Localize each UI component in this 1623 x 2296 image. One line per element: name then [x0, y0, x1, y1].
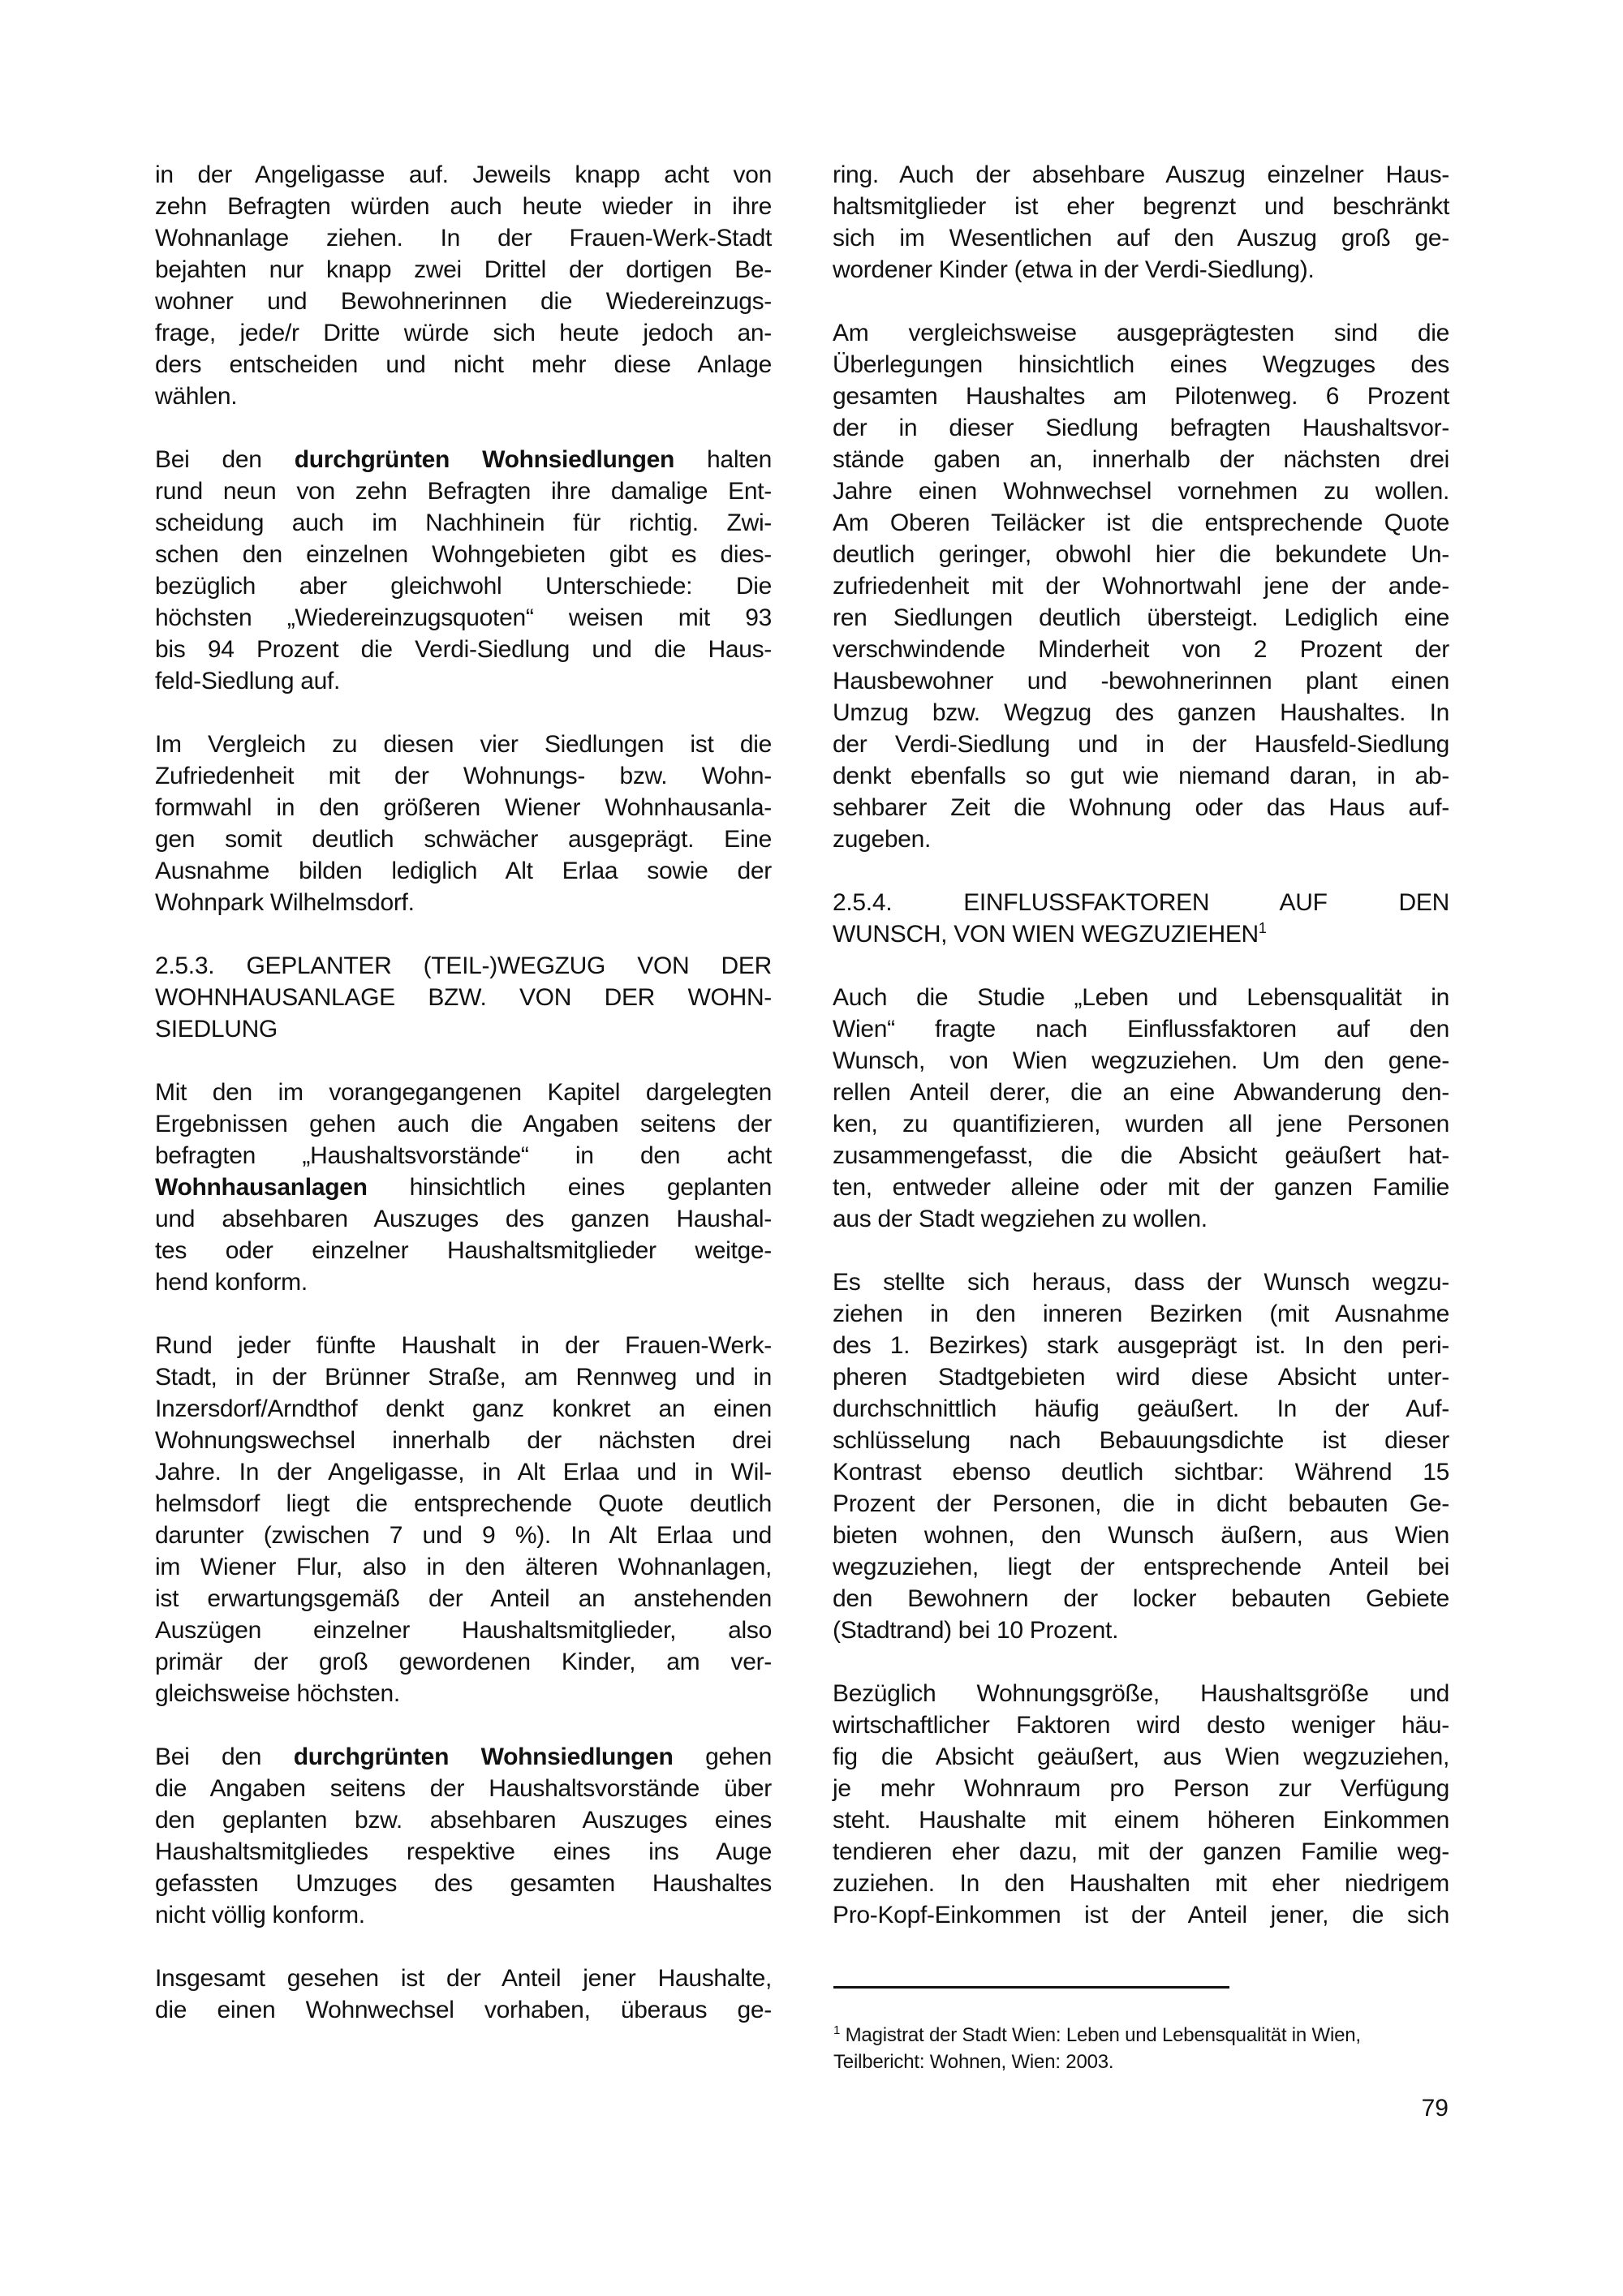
text-segment: Bei den [155, 1743, 294, 1770]
text-line: wegzuziehen, liegt der entsprechende Anteil bei [833, 1554, 1449, 1580]
text-line: nicht völlig konform. [155, 1902, 365, 1928]
paragraph [833, 1266, 1449, 1646]
text-line: befragten „Haushaltsvorstände“ in den acht [155, 1142, 772, 1169]
text-line: Inzersdorf/Arndthof denkt ganz konkret an einen [155, 1395, 772, 1422]
text-line: steht. Haushalte mit einem höheren Einkommen [833, 1807, 1449, 1834]
text-line: (Stadtrand) bei 10 Prozent. [833, 1617, 1119, 1644]
text-line: sehbarer Zeit die Wohnung oder das Haus auf- [833, 794, 1449, 821]
text-line: Wohnpark Wilhelmsdorf. [155, 889, 415, 916]
text-line: zusammengefasst, die die Absicht geäußert hat- [833, 1142, 1449, 1169]
text-line: verschwindende Minderheit von 2 Prozent der [833, 636, 1449, 663]
bold-text: durchgrünten Wohnsiedlungen [293, 1743, 674, 1770]
text-line: Mit den im vorangegangenen Kapitel dargelegten [155, 1079, 772, 1106]
text-line: Auszügen einzelner Haushaltsmitglieder, also [155, 1617, 772, 1644]
paragraph [155, 1741, 772, 1931]
text-line: Im Vergleich zu diesen vier Siedlungen ist die [155, 731, 772, 758]
text-line: Kontrast ebenso deutlich sichtbar: Während 15 [833, 1459, 1449, 1486]
text-line: Ausnahme bilden lediglich Alt Erlaa sowie der [155, 858, 772, 884]
text-line: schen den einzelnen Wohngebieten gibt es dies- [155, 541, 772, 568]
text-line: wordener Kinder (etwa in der Verdi-Siedlung). [833, 256, 1315, 283]
text-line: wählen. [155, 383, 238, 410]
text-line: ring. Auch der absehbare Auszug einzelner Haus- [833, 161, 1449, 188]
text-line: helmsdorf liegt die entsprechende Quote deutlich [155, 1490, 772, 1517]
text-line: schlüsselung nach Bebauungsdichte ist dieser [833, 1427, 1449, 1454]
text-line: gesamten Haushaltes am Pilotenweg. 6 Prozent [833, 383, 1449, 410]
text-line [155, 1741, 772, 1773]
section-heading [833, 887, 1449, 950]
text-line: Auch die Studie „Leben und Lebensqualität in [833, 984, 1449, 1011]
text-line: ist erwartungsgemäß der Anteil an anstehenden [155, 1585, 772, 1612]
text-line: in der Angeligasse auf. Jeweils knapp acht von [155, 161, 772, 188]
text-line: Insgesamt gesehen ist der Anteil jener Haushalte, [155, 1965, 772, 1992]
text-line [155, 444, 772, 475]
text-line: deutlich geringer, obwohl hier die bekundete Un- [833, 541, 1449, 568]
text-line [155, 1172, 772, 1203]
text-line: Pro-Kopf-Einkommen ist der Anteil jener, die sich [833, 1902, 1449, 1928]
text-line: den Bewohnern der locker bebauten Gebiete [833, 1585, 1449, 1612]
paragraph [833, 159, 1449, 286]
text-line: 2.5.3. GEPLANTER (TEIL-)WEGZUG VON DER [155, 952, 772, 979]
text-line: fig die Absicht geäußert, aus Wien wegzuziehen, [833, 1743, 1449, 1770]
text-line: Wohnungswechsel innerhalb der nächsten drei [155, 1427, 772, 1454]
text-line: tendieren eher dazu, mit der ganzen Familie weg- [833, 1838, 1449, 1865]
text-line: die einen Wohnwechsel vorhaben, überaus ge- [155, 1997, 772, 2023]
text-line: der Verdi-Siedlung und in der Hausfeld-Siedlung [833, 731, 1449, 758]
text-line: Am Oberen Teiläcker ist die entsprechende Quote [833, 510, 1449, 536]
footnote-text: Magistrat der Stadt Wien: Leben und Lebensqualität in Wien, [845, 2024, 1361, 2046]
paragraph [833, 1678, 1449, 1931]
text-line: Haushaltsmitgliedes respektive eines ins Auge [155, 1838, 772, 1865]
text-segment: Bei den [155, 446, 295, 473]
text-line: gefassten Umzuges des gesamten Haushaltes [155, 1870, 772, 1897]
text-line: formwahl in den größeren Wiener Wohnhausanla- [155, 794, 772, 821]
text-line: Jahre einen Wohnwechsel vornehmen zu wollen. [833, 478, 1449, 505]
text-line: Überlegungen hinsichtlich eines Wegzuges des [833, 351, 1449, 378]
text-segment: WUNSCH, VON WIEN WEGZUZIEHEN [833, 921, 1259, 948]
text-line: je mehr Wohnraum pro Person zur Verfügung [833, 1775, 1449, 1802]
text-line: bieten wohnen, den Wunsch äußern, aus Wien [833, 1522, 1449, 1549]
text-line: Prozent der Personen, die in dicht bebauten Ge- [833, 1490, 1449, 1517]
text-line: Umzug bzw. Wegzug des ganzen Haushaltes. In [833, 699, 1449, 726]
text-line: ders entscheiden und nicht mehr diese Anlage [155, 351, 772, 378]
text-line: wirtschaftlicher Faktoren wird desto weniger häu- [833, 1712, 1449, 1739]
text-line: rund neun von zehn Befragten ihre damalige Ent- [155, 478, 772, 505]
text-line: zugeben. [833, 826, 932, 853]
text-line: rellen Anteil derer, die an eine Abwanderung den- [833, 1079, 1449, 1106]
text-line: Wunsch, von Wien wegzuziehen. Um den gene- [833, 1047, 1449, 1074]
text-line: sich im Wesentlichen auf den Auszug groß ge- [833, 225, 1449, 252]
text-line: Ergebnissen gehen auch die Angaben seitens der [155, 1111, 772, 1137]
text-line: scheidung auch im Nachhinein für richtig. Zwi- [155, 510, 772, 536]
text-line: gleichsweise höchsten. [155, 1680, 400, 1707]
text-line: Jahre. In der Angeligasse, in Alt Erlaa und in Wil- [155, 1459, 772, 1486]
text-segment: gehen [673, 1743, 772, 1770]
text-line: Am vergleichsweise ausgeprägtesten sind die [833, 320, 1449, 346]
paragraph [833, 982, 1449, 1235]
footnote-text: Teilbericht: Wohnen, Wien: 2003. [833, 2051, 1114, 2073]
text-line: ren Siedlungen deutlich übersteigt. Lediglich eine [833, 604, 1449, 631]
paragraph [155, 159, 772, 412]
text-line: aus der Stadt wegziehen zu wollen. [833, 1206, 1208, 1232]
text-line: hend konform. [155, 1269, 308, 1296]
paragraph [155, 1330, 772, 1709]
paragraph [833, 317, 1449, 855]
footnote [833, 2022, 1450, 2075]
paragraph [155, 729, 772, 918]
text-line: primär der groß gewordenen Kinder, am ver- [155, 1649, 772, 1675]
text-line: stände gaben an, innerhalb der nächsten drei [833, 446, 1449, 473]
text-line: Hausbewohner und -bewohnerinnen plant einen [833, 668, 1449, 694]
text-line: und absehbaren Auszuges des ganzen Haushal- [155, 1206, 772, 1232]
text-line: bejahten nur knapp zwei Drittel der dortigen Be- [155, 256, 772, 283]
bold-text: durchgrünten Wohnsiedlungen [294, 446, 675, 473]
paragraph [155, 1963, 772, 2026]
text-line: Rund jeder fünfte Haushalt in der Frauen-Werk- [155, 1332, 772, 1359]
text-line: SIEDLUNG [155, 1016, 278, 1043]
text-line: Bezüglich Wohnungsgröße, Haushaltsgröße und [833, 1680, 1449, 1707]
text-line: zufriedenheit mit der Wohnortwahl jene der ande- [833, 573, 1449, 600]
text-line: den geplanten bzw. absehbaren Auszuges eines [155, 1807, 772, 1834]
footnote-separator [833, 1986, 1229, 1989]
text-line: die Angaben seitens der Haushaltsvorstände über [155, 1775, 772, 1802]
text-line: 2.5.4. EINFLUSSFAKTOREN AUF DEN [833, 889, 1449, 916]
paragraph [155, 1077, 772, 1298]
text-line: ziehen in den inneren Bezirken (mit Ausnahme [833, 1301, 1449, 1327]
text-line: im Wiener Flur, also in den älteren Wohnanlagen, [155, 1554, 772, 1580]
text-line: der in dieser Siedlung befragten Haushaltsvor- [833, 415, 1449, 441]
text-line: zuziehen. In den Haushalten mit eher niedrigem [833, 1870, 1449, 1897]
right-column [833, 159, 1449, 1963]
footnote-marker: 1 [833, 2023, 841, 2037]
text-line: Es stellte sich heraus, dass der Wunsch wegzu- [833, 1269, 1449, 1296]
text-line: bis 94 Prozent die Verdi-Siedlung und die Haus- [155, 636, 772, 663]
text-line: haltsmitglieder ist eher begrenzt und beschränkt [833, 193, 1449, 220]
text-line: des 1. Bezirkes) stark ausgeprägt ist. In den peri- [833, 1332, 1449, 1359]
paragraph [155, 444, 772, 697]
text-line: darunter (zwischen 7 und 9 %). In Alt Erlaa und [155, 1522, 772, 1549]
text-line: durchschnittlich häufig geäußert. In der Auf- [833, 1395, 1449, 1422]
text-line: feld-Siedlung auf. [155, 668, 341, 694]
text-segment: halten [674, 446, 772, 473]
text-line: denkt ebenfalls so gut wie niemand daran, in ab- [833, 763, 1449, 789]
text-line: Zufriedenheit mit der Wohnungs- bzw. Wohn- [155, 763, 772, 789]
page-number: 79 [1421, 2095, 1449, 2122]
text-line [833, 918, 1449, 950]
text-line: ken, zu quantifizieren, wurden all jene Personen [833, 1111, 1449, 1137]
text-line: WOHNHAUSANLAGE BZW. VON DER WOHN- [155, 984, 772, 1011]
footnote-reference: 1 [1258, 920, 1267, 936]
text-line: ten, entweder alleine oder mit der ganzen Familie [833, 1174, 1449, 1201]
text-line: Stadt, in der Brünner Straße, am Rennweg und in [155, 1364, 772, 1391]
text-line: frage, jede/r Dritte würde sich heute jedoch an- [155, 320, 772, 346]
text-line: gen somit deutlich schwächer ausgeprägt. Eine [155, 826, 772, 853]
text-line: Wohnanlage ziehen. In der Frauen-Werk-Stadt [155, 225, 772, 252]
text-line: pheren Stadtgebieten wird diese Absicht unter- [833, 1364, 1449, 1391]
section-heading [155, 950, 772, 1045]
text-line: tes oder einzelner Haushaltsmitglieder weitge- [155, 1237, 772, 1264]
text-line: bezüglich aber gleichwohl Unterschiede: Die [155, 573, 772, 600]
text-line: höchsten „Wiedereinzugsquoten“ weisen mit 93 [155, 604, 772, 631]
bold-text: Wohnhausanlagen [155, 1174, 368, 1201]
text-line: wohner und Bewohnerinnen die Wiedereinzugs- [155, 288, 772, 315]
text-segment: hinsichtlich eines geplanten [367, 1174, 772, 1201]
text-line: Wien“ fragte nach Einflussfaktoren auf den [833, 1016, 1449, 1043]
text-line: zehn Befragten würden auch heute wieder in ihre [155, 193, 772, 220]
left-column [155, 159, 772, 2057]
